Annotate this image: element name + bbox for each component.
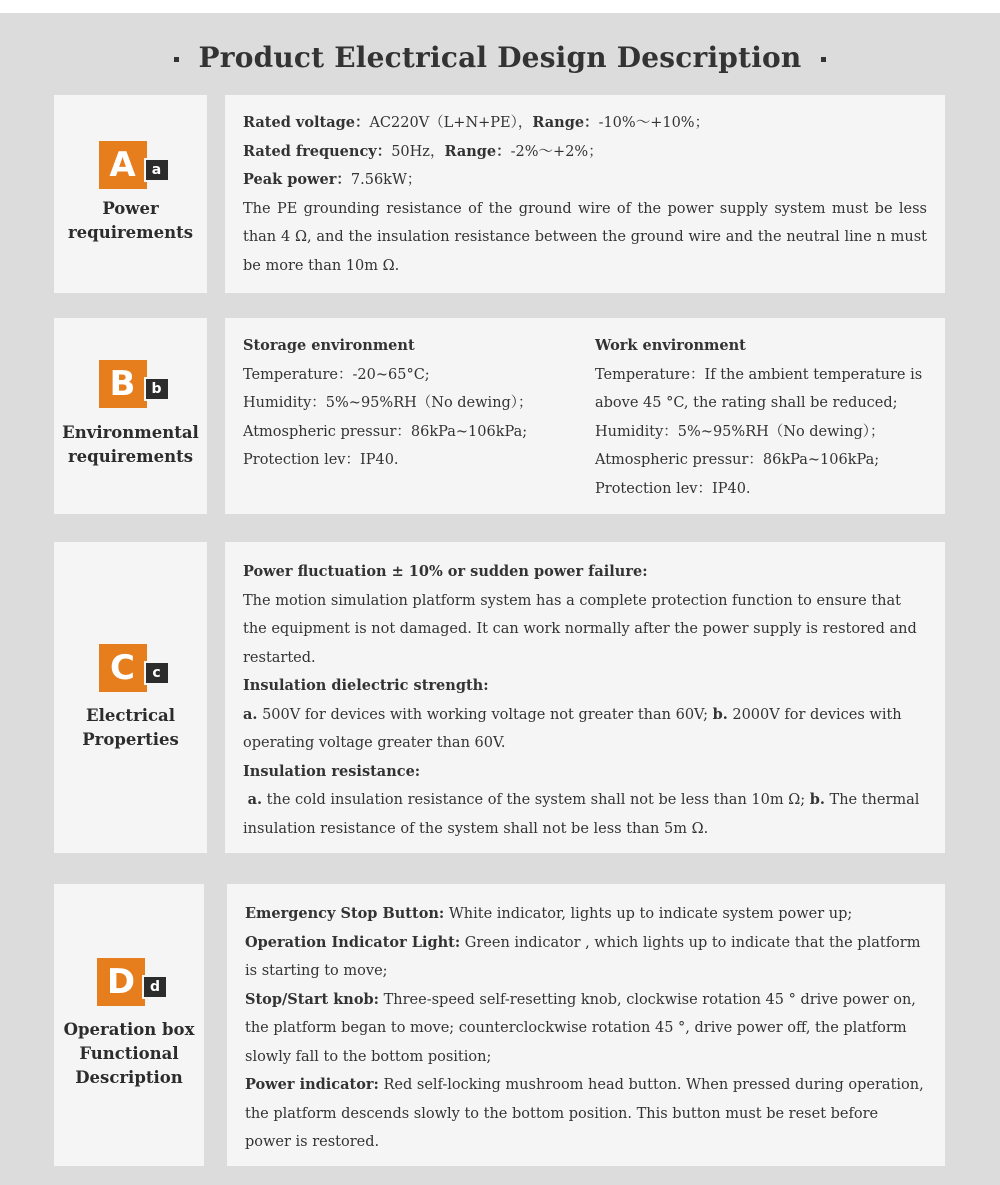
- letter-c-badge: c: [144, 661, 170, 685]
- indicator-light-text: Green indicator , which lights up to indicate that the platform is starting to move;: [245, 934, 921, 979]
- indicator-light-item: [245, 929, 927, 986]
- title-bullet-left: [174, 57, 179, 62]
- section-a-title-line: requirements: [67, 223, 194, 242]
- section-d-label-card: [54, 884, 204, 1166]
- section-d-title-line: Operation box: [63, 1020, 195, 1039]
- storage-environment-heading: Storage environment: [243, 337, 415, 354]
- section-b-content-card: [225, 318, 945, 514]
- storage-protection: Protection lev：IP40.: [243, 452, 399, 468]
- dielectric-strength-text: [243, 701, 927, 758]
- range-value: -10%～+10%；: [598, 115, 710, 131]
- range-label: Range：: [532, 114, 599, 131]
- section-d-title-line: Description: [75, 1068, 183, 1087]
- power-indicator-label: Power indicator:: [245, 1076, 379, 1093]
- grounding-paragraph: The PE grounding resistance of the ground wire of the power supply system must be less than 4 Ω, and the insulation resistance between the ground wire and the neutral line n must be more than 10m Ω.: [243, 200, 927, 274]
- work-environment-heading: Work environment: [595, 337, 746, 354]
- section-a-label-card: [54, 95, 207, 293]
- stop-start-knob-item: [245, 986, 927, 1072]
- section-a-content-card: [225, 95, 945, 293]
- storage-humidity: Humidity：5%~95%RH（No dewing）；: [243, 395, 533, 411]
- section-b-label-card: [54, 318, 207, 514]
- section-c-title-line: Electrical: [86, 706, 175, 725]
- item-b-label: b.: [712, 705, 728, 723]
- work-environment-column: [575, 332, 927, 503]
- item-a-label: a.: [247, 791, 263, 808]
- letter-d-icon: [97, 958, 161, 1006]
- title-bullet-right: [821, 57, 826, 62]
- page-title-text: Product Electrical Design Description: [198, 41, 802, 74]
- letter-b-badge: b: [144, 377, 170, 401]
- page-title: [0, 41, 1000, 74]
- power-indicator-text: Red self-locking mushroom head button. When pressed during operation, the platform descends slowly to the bottom position. This button must be reset before power is restored.: [245, 1077, 924, 1150]
- rated-voltage-label: Rated voltage：: [243, 114, 370, 131]
- dielectric-a-text: 500V for devices with working voltage not greater than 60V;: [262, 706, 708, 723]
- rated-frequency-label: Rated frequency：: [243, 142, 392, 160]
- peak-power-line: [243, 166, 927, 195]
- section-d-title-line: Functional: [79, 1044, 179, 1063]
- power-indicator-item: [245, 1071, 927, 1157]
- range-value: -2%～+2%；: [510, 143, 603, 160]
- rated-frequency-line: [243, 138, 927, 167]
- stop-start-knob-label: Stop/Start knob:: [245, 990, 379, 1008]
- insulation-resistance-text: [243, 786, 927, 843]
- letter-a-badge: a: [144, 158, 170, 182]
- work-protection: Protection lev：IP40.: [595, 480, 751, 497]
- section-b-title-line: requirements: [67, 447, 194, 466]
- work-humidity: Humidity：5%~95%RH（No dewing）；: [595, 423, 885, 440]
- indicator-light-label: Operation Indicator Light:: [245, 933, 461, 951]
- section-a-title: [54, 197, 207, 245]
- peak-power-label: Peak power：: [243, 171, 351, 188]
- work-temperature: Temperature：If the ambient temperature is above 45 °C, the rating shall be reduced;: [595, 366, 923, 411]
- power-fluctuation-text: The motion simulation platform system has a complete protection function to ensure that the equipment is not damaged. It can work normally after the power supply is restored and restarted.: [243, 592, 917, 666]
- storage-environment-column: [243, 332, 575, 503]
- power-fluctuation-heading: Power fluctuation ± 10% or sudden power failure:: [243, 563, 648, 580]
- work-pressure: Atmospheric pressur：86kPa~106kPa;: [595, 452, 880, 468]
- rated-voltage-line: [243, 109, 927, 138]
- section-d-content-card: [227, 884, 945, 1166]
- page-background: [0, 13, 1000, 1185]
- stop-start-knob-text: Three-speed self-resetting knob, clockwise rotation 45 ° drive power on, the platform began to move; counterclockwise rotation 45 °, drive power off, the platform slowly fall to the bottom position;: [245, 991, 916, 1065]
- letter-b-icon: [99, 360, 163, 408]
- letter-c-box: C: [99, 644, 147, 692]
- letter-b-box: B: [99, 360, 147, 408]
- emergency-stop-label: Emergency Stop Button:: [245, 905, 445, 922]
- section-c-title-line: Properties: [82, 730, 179, 749]
- item-a-label: a.: [243, 705, 258, 723]
- section-d-title: [54, 1018, 204, 1090]
- section-b-title: [54, 421, 207, 469]
- storage-pressure: Atmospheric pressur：86kPa~106kPa;: [243, 423, 528, 440]
- section-c-title: [54, 704, 207, 752]
- letter-d-box: D: [97, 958, 145, 1006]
- range-label: Range：: [444, 142, 511, 160]
- emergency-stop-item: [245, 900, 927, 929]
- peak-power-value: 7.56kW；: [350, 172, 422, 188]
- dielectric-b-text: 2000V for devices with operating voltage greater than 60V.: [243, 706, 902, 751]
- section-b-title-line: Environmental: [62, 423, 199, 442]
- letter-a-icon: [99, 141, 163, 189]
- section-a-title-line: Power: [102, 199, 159, 218]
- letter-c-icon: [99, 644, 163, 692]
- letter-a-box: A: [99, 141, 147, 189]
- dielectric-strength-heading: Insulation dielectric strength:: [243, 677, 489, 694]
- item-b-label: b.: [809, 791, 825, 808]
- resistance-b-text: The thermal insulation resistance of the system shall not be less than 5m Ω.: [243, 792, 920, 837]
- emergency-stop-text: White indicator, lights up to indicate system power up;: [448, 906, 853, 922]
- rated-frequency-value: 50Hz，: [391, 143, 445, 160]
- rated-voltage-value: AC220V（L+N+PE），: [369, 115, 533, 131]
- storage-temperature: Temperature：-20~65°C;: [243, 366, 430, 383]
- resistance-a-text: the cold insulation resistance of the system shall not be less than 10m Ω;: [266, 792, 806, 808]
- section-c-content-card: [225, 542, 945, 853]
- insulation-resistance-heading: Insulation resistance:: [243, 762, 421, 780]
- section-c-label-card: [54, 542, 207, 853]
- letter-d-badge: d: [142, 975, 168, 999]
